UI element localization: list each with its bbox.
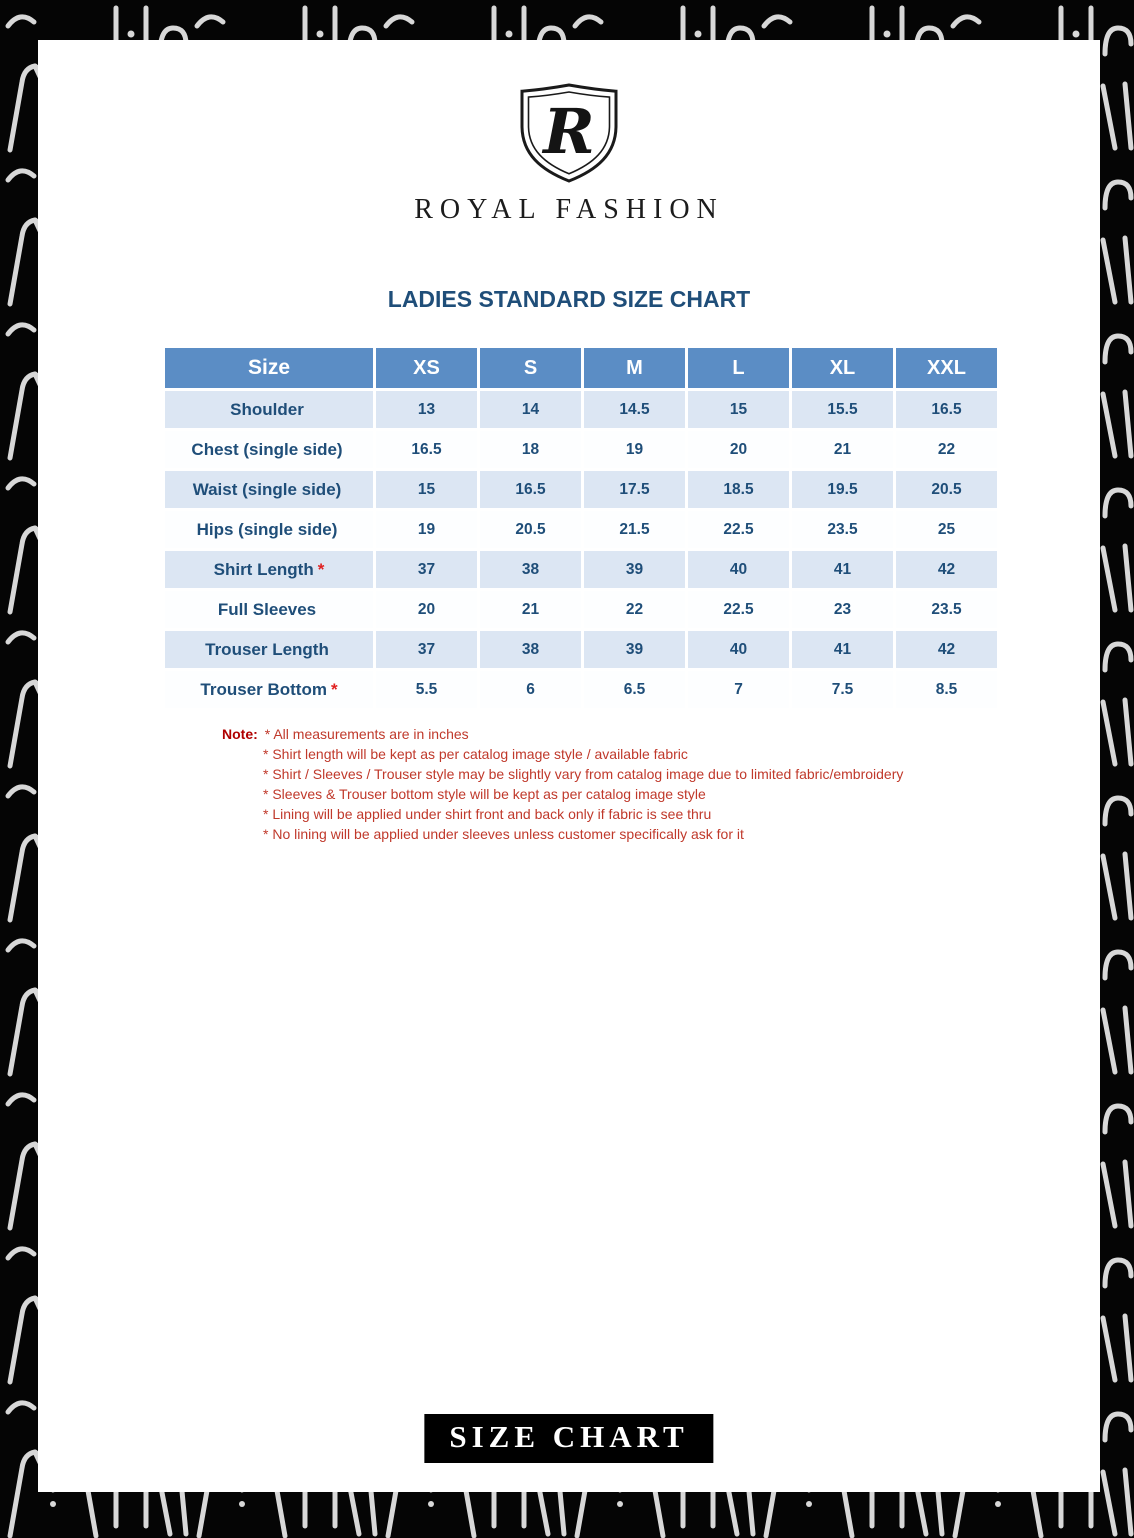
cell-value: 16.5 xyxy=(479,470,583,510)
cell-value: 42 xyxy=(895,550,999,590)
cell-value: 20.5 xyxy=(895,470,999,510)
asterisk: * xyxy=(317,559,325,579)
note-line: * Sleeves & Trouser bottom style will be kept as per catalog image style xyxy=(263,786,706,802)
cell-value: 19 xyxy=(583,430,687,470)
cell-value: 7.5 xyxy=(791,670,895,710)
shield-logo-icon xyxy=(517,82,621,184)
cell-value: 25 xyxy=(895,510,999,550)
document-page xyxy=(38,40,1100,1492)
cell-value: 23.5 xyxy=(791,510,895,550)
size-table xyxy=(162,345,1000,711)
cell-value: 18 xyxy=(479,430,583,470)
cell-value: 7 xyxy=(687,670,791,710)
note-label: Note: xyxy=(222,726,258,742)
cell-value: 13 xyxy=(375,390,479,430)
cell-value: 5.5 xyxy=(375,670,479,710)
cell-value: 23.5 xyxy=(895,590,999,630)
table-row xyxy=(164,430,999,470)
monogram-letter: R xyxy=(543,95,595,168)
brand-name: ROYAL FASHION xyxy=(414,194,724,225)
row-label: Waist (single side) xyxy=(164,470,375,510)
cell-value: 38 xyxy=(479,550,583,590)
asterisk: * xyxy=(330,679,338,699)
cell-value: 37 xyxy=(375,630,479,670)
column-header-xxl: XXL xyxy=(895,347,999,390)
note-line: * No lining will be applied under sleeves unless customer specifically ask for it xyxy=(263,826,744,842)
cell-value: 41 xyxy=(791,550,895,590)
column-header-m: M xyxy=(583,347,687,390)
cell-value: 20.5 xyxy=(479,510,583,550)
cell-value: 40 xyxy=(687,630,791,670)
table-row xyxy=(164,670,999,710)
cell-value: 15 xyxy=(687,390,791,430)
notes-section xyxy=(222,724,903,844)
cell-value: 8.5 xyxy=(895,670,999,710)
table-row xyxy=(164,470,999,510)
cell-value: 40 xyxy=(687,550,791,590)
cell-value: 14.5 xyxy=(583,390,687,430)
cell-value: 19.5 xyxy=(791,470,895,510)
table-header-row xyxy=(164,347,999,390)
cell-value: 20 xyxy=(375,590,479,630)
row-label: Full Sleeves xyxy=(164,590,375,630)
column-header-l: L xyxy=(687,347,791,390)
cell-value: 16.5 xyxy=(375,430,479,470)
column-header-xs: XS xyxy=(375,347,479,390)
cell-value: 22 xyxy=(583,590,687,630)
cell-value: 20 xyxy=(687,430,791,470)
table-row xyxy=(164,510,999,550)
size-chart-banner: SIZE CHART xyxy=(424,1414,713,1463)
cell-value: 42 xyxy=(895,630,999,670)
note-line: * Lining will be applied under shirt front and back only if fabric is see thru xyxy=(263,806,712,822)
cell-value: 17.5 xyxy=(583,470,687,510)
cell-value: 41 xyxy=(791,630,895,670)
cell-value: 21 xyxy=(479,590,583,630)
row-label: Trouser Bottom * xyxy=(164,670,375,710)
row-label: Hips (single side) xyxy=(164,510,375,550)
cell-value: 22.5 xyxy=(687,510,791,550)
row-label: Chest (single side) xyxy=(164,430,375,470)
column-header-s: S xyxy=(479,347,583,390)
cell-value: 23 xyxy=(791,590,895,630)
cell-value: 18.5 xyxy=(687,470,791,510)
column-header-xl: XL xyxy=(791,347,895,390)
cell-value: 22 xyxy=(895,430,999,470)
column-header-size: Size xyxy=(164,347,375,390)
cell-value: 6.5 xyxy=(583,670,687,710)
cell-value: 15 xyxy=(375,470,479,510)
page-title: LADIES STANDARD SIZE CHART xyxy=(387,286,751,312)
cell-value: 15.5 xyxy=(791,390,895,430)
table-row xyxy=(164,630,999,670)
table-row xyxy=(164,590,999,630)
brand-logo xyxy=(38,82,1100,226)
cell-value: 14 xyxy=(479,390,583,430)
note-line: * Shirt / Sleeves / Trouser style may be slightly vary from catalog image due to limited fabric/embroidery xyxy=(263,766,904,782)
row-label: Trouser Length xyxy=(164,630,375,670)
cell-value: 21.5 xyxy=(583,510,687,550)
cell-value: 22.5 xyxy=(687,590,791,630)
row-label: Shirt Length * xyxy=(164,550,375,590)
note-line: Note: * All measurements are in inches xyxy=(222,726,469,742)
table-row xyxy=(164,390,999,430)
cell-value: 21 xyxy=(791,430,895,470)
table-row xyxy=(164,550,999,590)
note-line: * Shirt length will be kept as per catalog image style / available fabric xyxy=(263,746,688,762)
row-label: Shoulder xyxy=(164,390,375,430)
cell-value: 6 xyxy=(479,670,583,710)
cell-value: 38 xyxy=(479,630,583,670)
cell-value: 16.5 xyxy=(895,390,999,430)
cell-value: 39 xyxy=(583,550,687,590)
cell-value: 39 xyxy=(583,630,687,670)
cell-value: 19 xyxy=(375,510,479,550)
cell-value: 37 xyxy=(375,550,479,590)
